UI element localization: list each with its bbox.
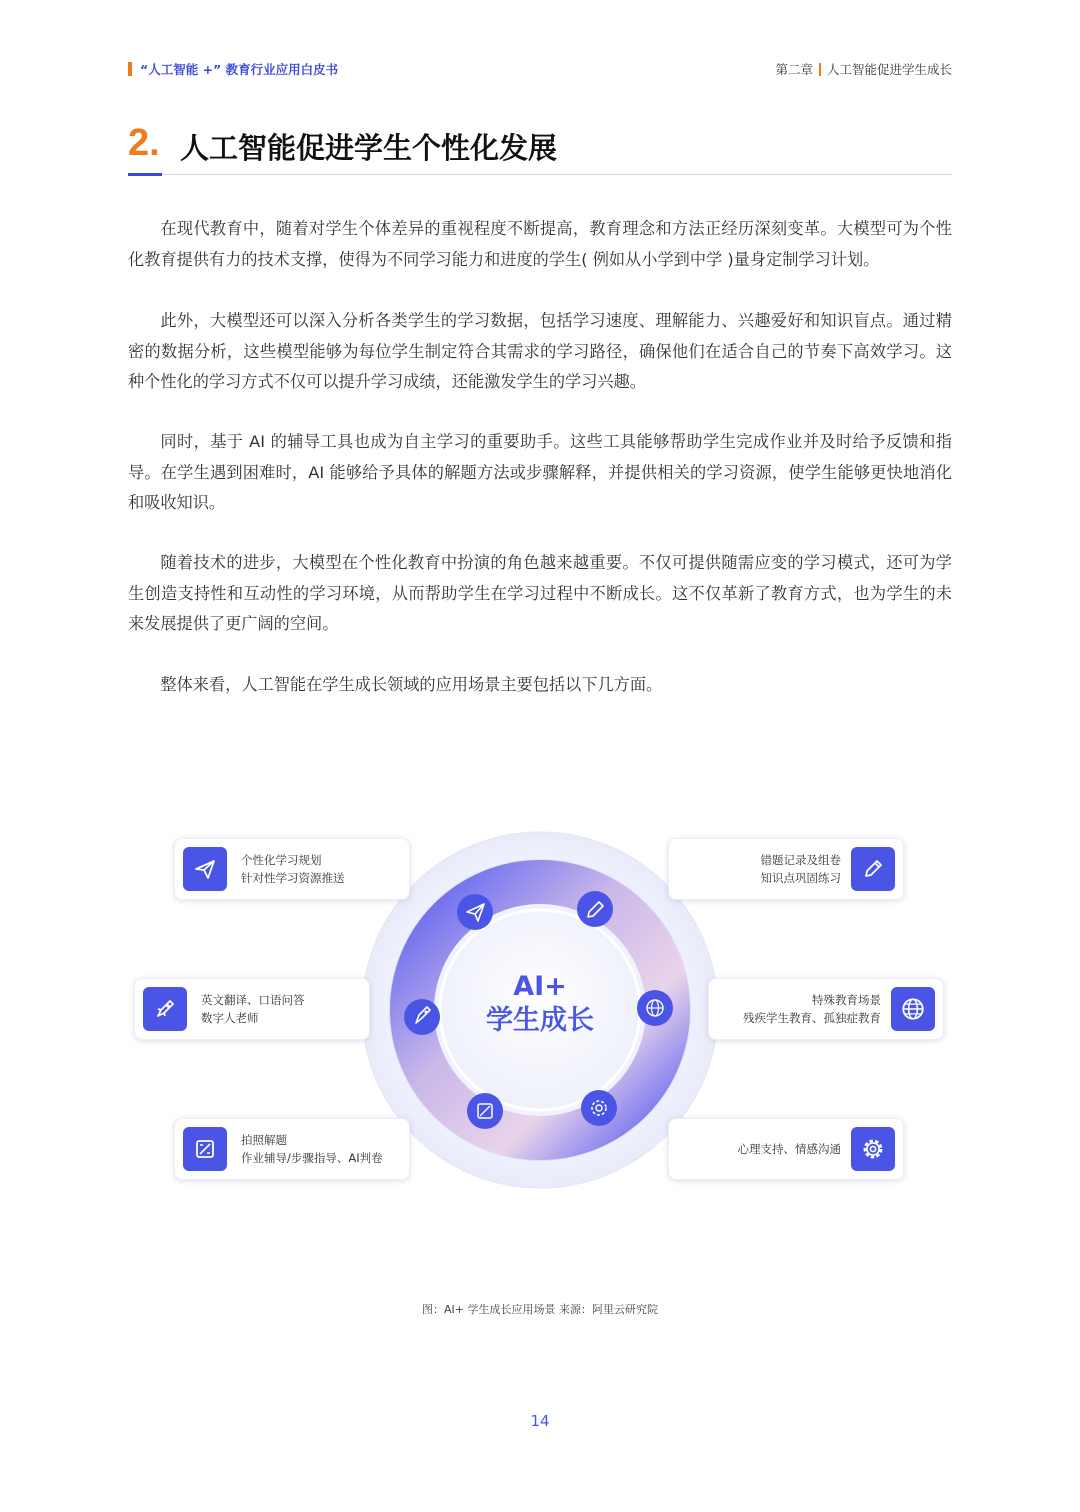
card-personalized-planning	[174, 838, 410, 900]
section-heading	[128, 120, 952, 176]
ai-growth-diagram	[128, 820, 952, 1200]
heading-divider	[128, 174, 952, 175]
card-line1: 特殊教育场景	[812, 993, 881, 1007]
diagram-center-label	[464, 970, 616, 1038]
pencil-icon	[851, 847, 895, 891]
section-title: 人工智能促进学生个性化发展	[180, 131, 558, 165]
paragraph-2: 此外，大模型还可以深入分析各类学生的学习数据，包括学习速度、理解能力、兴趣爱好和知识盲点。通过精密的数据分析，这些模型能够为每位学生制定符合其需求的学习路径，确保他们在适合自己的节奏下高效学习。这种个性化的学习方式不仅可以提升学习成绩，还能激发学生的学习兴趣。	[128, 311, 952, 391]
center-label-line2: 学生成长	[486, 1005, 594, 1036]
ring-badge-globe	[637, 990, 673, 1026]
card-line1: 错题记录及组卷	[760, 853, 841, 867]
paragraph-1: 在现代教育中，随着对学生个体差异的重视程度不断提高，教育理念和方法正经历深刻变革。大模型可为个性化教育提供有力的技术支撑，使得为不同学习能力和进度的学生( 例如从小学到中学 )量身定制学习计划。	[128, 219, 952, 269]
card-special-education	[708, 978, 944, 1040]
globe-icon	[891, 987, 935, 1031]
rocket-icon	[143, 987, 187, 1031]
paragraph-5: 整体来看，人工智能在学生成长领域的应用场景主要包括以下几方面。	[160, 675, 663, 694]
ring-badge-gear	[581, 1090, 617, 1126]
ring-badge-pencil	[577, 891, 613, 927]
ring-badge-rocket	[404, 999, 440, 1035]
header-chapter-title: 人工智能促进学生成长	[826, 62, 952, 77]
ring-badge-calculator	[467, 1093, 503, 1129]
paper-plane-icon	[183, 847, 227, 891]
page-number: 14	[530, 1412, 550, 1430]
calculator-icon	[183, 1127, 227, 1171]
card-line1: 个性化学习规划	[241, 853, 322, 867]
figure-caption: 图：AI+ 学生成长应用场景 来源：阿里云研究院	[422, 1303, 658, 1316]
card-line2: 作业辅导/步骤指导、AI判卷	[241, 1151, 383, 1165]
heading-accent	[128, 173, 162, 176]
section-number: 2.	[128, 122, 160, 164]
paragraph-3: 同时，基于 AI 的辅导工具也成为自主学习的重要助手。这些工具能够帮助学生完成作业并及时给予反馈和指导。在学生遇到困难时，AI 能够给予具体的解题方法或步骤解释，并提供相关的学习资源，使学生能够更快地消化和吸收知识。	[128, 432, 952, 512]
header-left-title: “人工智能 +” 教育行业应用白皮书	[140, 62, 339, 77]
card-line2: 知识点巩固练习	[760, 871, 841, 885]
card-line1: 拍照解题	[241, 1133, 287, 1147]
gear-icon	[851, 1127, 895, 1171]
header-chapter	[775, 60, 952, 78]
card-photo-solve	[174, 1118, 410, 1180]
card-psychological-support	[668, 1118, 904, 1180]
center-label-line1: AI+	[513, 971, 567, 1002]
card-english-oral	[134, 978, 370, 1040]
header-accent-bar	[128, 62, 132, 76]
card-line2: 数字人老师	[201, 1011, 259, 1025]
card-mistake-records	[668, 838, 904, 900]
card-line2: 残疾学生教育、孤独症教育	[743, 1011, 881, 1025]
header-doc-title	[128, 60, 338, 78]
paragraph-4: 随着技术的进步，大模型在个性化教育中扮演的角色越来越重要。不仅可提供随需应变的学习模式，还可为学生创造支持性和互动性的学习环境，从而帮助学生在学习过程中不断成长。这不仅革新了教育方式，也为学生的未来发展提供了更广阔的空间。	[128, 553, 952, 633]
header-chapter-number: 第二章	[775, 62, 813, 77]
card-line2: 针对性学习资源推送	[241, 871, 345, 885]
header-separator	[819, 63, 821, 76]
card-line1: 英文翻译、口语问答	[201, 993, 305, 1007]
card-line1: 心理支持、情感沟通	[737, 1142, 841, 1156]
ring-badge-paper-plane	[457, 894, 493, 930]
